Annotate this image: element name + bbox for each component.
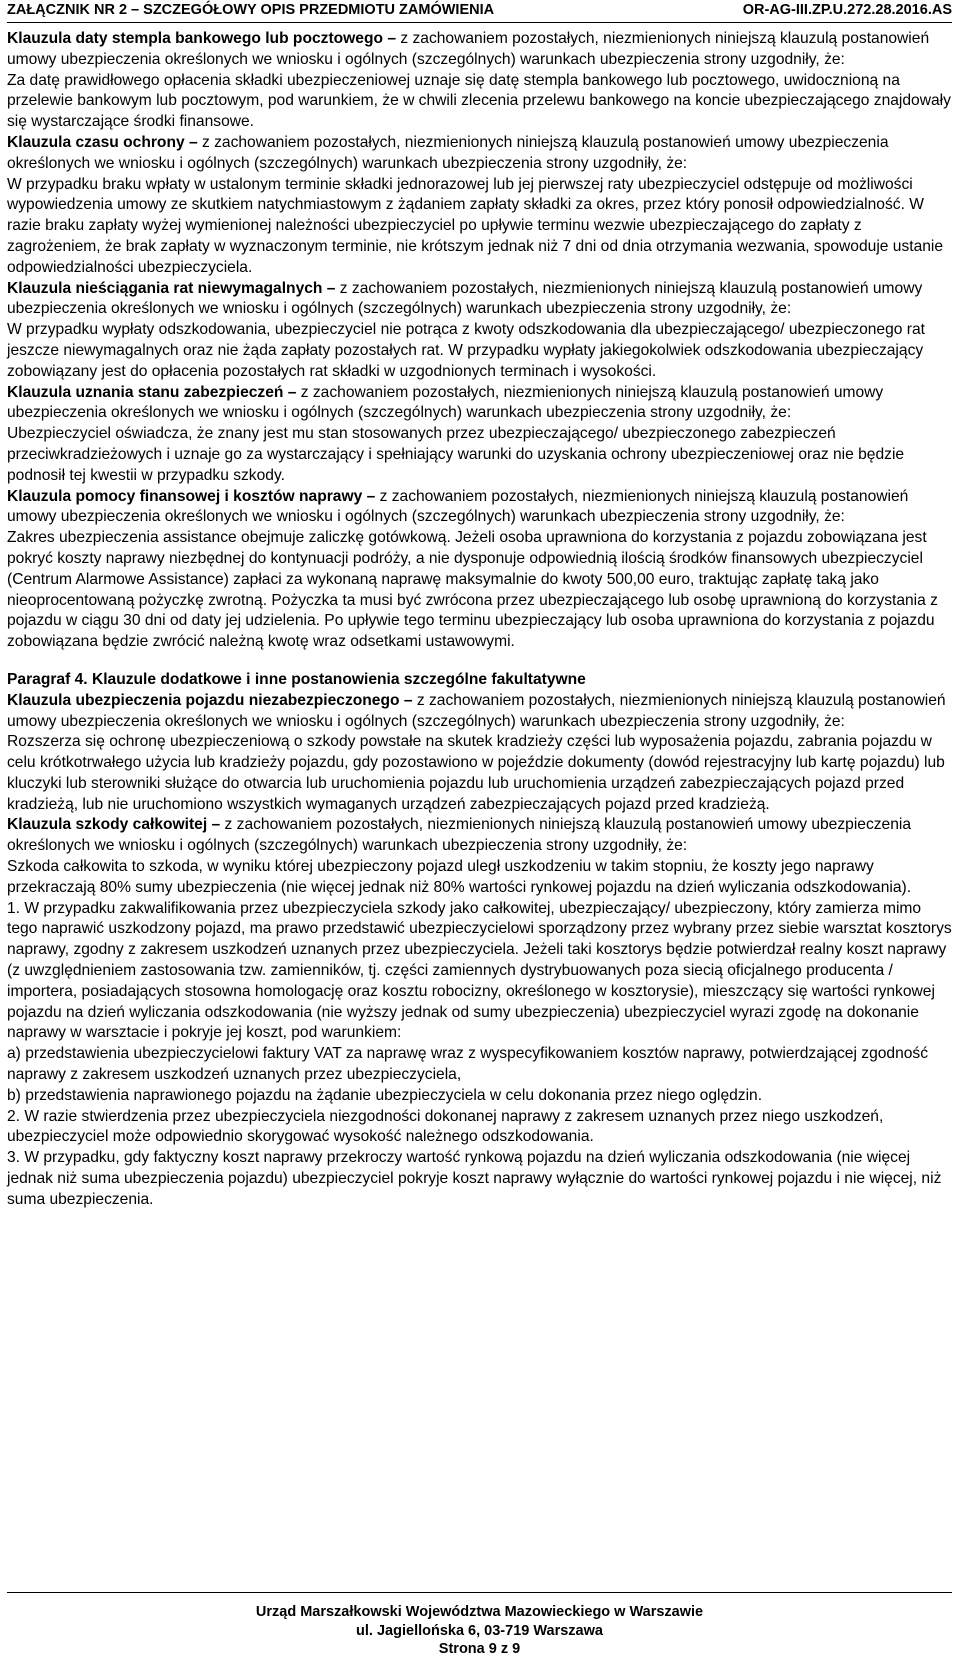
clause-intro: z zachowaniem pozostałych, niezmienionych niniejszą klauzulą postanowień umowy ubezpieczenia określonych we wniosku i ogólnych (szczególnych) warunkach ubezpieczenia strony uzgodniły, że: xyxy=(7,30,930,68)
clause-paragraph: Rozszerza się ochronę ubezpieczeniową o szkody powstałe na skutek kradzieży części lub wyposażenia pojazdu, zabrania pojazdu w celu krótkotrwałego użycia lub kradzieży pojazdu, gdy pozostawiono w pojeździe dokumenty (dowód rejestracyjny lub kartę pojazdu) lub kluczyki lub sterowniki służące do otwarcia lub uruchomienia pojazdu lub uruchomienia urządzeń zabezpieczających pojazd przed kradzieżą, lub nie uruchomiono wszystkich wymaganych urządzeń zabezpieczających pojazd przed kradzieżą. xyxy=(7,733,945,813)
clause-bank-stamp-date xyxy=(7,29,952,133)
clause-heading xyxy=(7,133,952,175)
clause-title: Klauzula czasu ochrony – xyxy=(7,133,198,151)
page-footer xyxy=(7,1592,952,1659)
clause-paragraph: W przypadku braku wpłaty w ustalonym terminie składki jednorazowej lub jej pierwszej raty ubezpieczyciel odstępuje od możliwości wypowiedzenia umowy ze skutkiem natychmiastowym z żądaniem zapłaty składki za okres, przez który ponosił odpowiedzialność. W razie braku zapłaty wyżej wymienionej należności ubezpieczyciel po upływie terminu wezwie ubezpieczającego do zapłaty z zagrożeniem, że brak zapłaty w wyznaczonym terminie, nie krótszym jednak niż 7 dni od dnia otrzymania wezwania, spowoduje ustanie odpowiedzialności ubezpieczyciela. xyxy=(7,175,944,276)
section-title: Paragraf 4. Klauzule dodatkowe i inne postanowienia szczególne fakultatywne xyxy=(7,670,586,688)
clause-paragraph: b) przedstawienia naprawionego pojazdu na żądanie ubezpieczyciela w celu dokonania przez niego oględzin. xyxy=(7,1086,763,1104)
clause-total-loss xyxy=(7,815,952,1210)
page-header xyxy=(7,0,952,23)
clause-paragraph: a) przedstawienia ubezpieczycielowi faktury VAT za naprawę wraz z wyspecyfikowaniem kosztów naprawy, potwierdzającej zgodność naprawy z zakresem uszkodzeń uznanych przez ubezpieczyciela, xyxy=(7,1045,929,1084)
footer-office-name: Urząd Marszałkowski Województwa Mazowieckiego w Warszawie xyxy=(255,1604,704,1620)
clause-security-status xyxy=(7,383,952,487)
clause-paragraph: W przypadku wypłaty odszkodowania, ubezpieczyciel nie potrąca z kwoty odszkodowania dla ubezpieczającego/ ubezpieczonego rat jeszcze niewymagalnych oraz nie żąda zapłaty pozostałych rat. W przypadku wypłaty jakiegokolwiek odszkodowania ubezpieczający zobowiązany jest do opłacenia pozostałych rat składki w uzgodnionych terminach i wysokości. xyxy=(7,321,925,380)
clause-title: Klauzula uznania stanu zabezpieczeń – xyxy=(7,383,297,401)
document-body xyxy=(7,29,952,1211)
clause-heading xyxy=(7,279,952,321)
clause-heading xyxy=(7,691,952,733)
footer-address: ul. Jagiellońska 6, 03-719 Warszawa xyxy=(356,1622,603,1639)
clause-intro: z zachowaniem pozostałych, niezmienionych niniejszą klauzulą postanowień umowy ubezpieczenia określonych we wniosku i ogólnych (szczególnych) warunkach ubezpieczenia strony uzgodniły, że: xyxy=(7,816,912,855)
clause-title: Klauzula ubezpieczenia pojazdu niezabezpieczonego – xyxy=(7,691,413,709)
header-annex-title: ZAŁĄCZNIK NR 2 – SZCZEGÓŁOWY OPIS PRZEDMIOTU ZAMÓWIENIA xyxy=(7,2,495,18)
clause-title: Klauzula daty stempla bankowego lub pocztowego – xyxy=(7,30,397,47)
clause-title: Klauzula nieściągania rat niewymagalnych – xyxy=(7,279,336,297)
clause-paragraph: 2. W razie stwierdzenia przez ubezpieczyciela niezgodności dokonanej naprawy z zakresem uznanych przez niego uszkodzeń, ubezpieczyciel może odpowiednio skorygować wysokość należnego odszkodowania. xyxy=(7,1107,884,1146)
clause-paragraph: 1. W przypadku zakwalifikowania przez ubezpieczyciela szkody jako całkowitej, ubezpieczający/ ubezpieczony, który zamierza mimo tego naprawić uszkodzony pojazd, ma prawo przedstawić ubezpieczycielowi sporządzony przez wybrany przez siebie warsztat kosztorys naprawy, zgodny z zakresem uszkodzeń uznanych przez ubezpieczyciela. Jeżeli taki kosztorys będzie potwierdzał realny koszt naprawy (z uwzględnieniem zastosowania tzw. zamienników, tj. części zamiennych dystrybuowanych poza siecią oficjalnego producenta / importera, posiadających stosowna homologację oraz kosztu robocizny, określonego w kosztorysie), mieszczący się wartości rynkowej pojazdu na dzień wyliczania odszkodowania (nie wyższy jednak od sumy ubezpieczenia) ubezpieczyciel wyrazi zgodę na dokonanie naprawy w warsztacie i pokryje jej koszt, pod warunkiem: xyxy=(7,899,952,1042)
clause-unsecured-vehicle xyxy=(7,691,952,816)
clause-paragraph: 3. W przypadku, gdy faktyczny koszt naprawy przekroczy wartość rynkową pojazdu na dzień wyliczania odszkodowania (nie więcej jednak niż suma ubezpieczenia pojazdu) ubezpieczyciel pokryje koszt naprawy wyłącznie do wartości rynkowej pojazdu i nie więcej, niż suma ubezpieczenia. xyxy=(7,1149,942,1208)
clause-heading xyxy=(7,383,952,425)
clause-paragraph: Ubezpieczyciel oświadcza, że znany jest mu stan stosowanych przez ubezpieczającego/ ubezpieczonego zabezpieczeń przeciwkradzieżowych i uznaje go za wystarczający i spełniający warunki do uzyskania ochrony ubezpieczeniowej oraz nie będzie podnosił tej kwestii w przypadku szkody. xyxy=(7,425,905,484)
clause-intro: z zachowaniem pozostałych, niezmienionych niniejszą klauzulą postanowień umowy ubezpieczenia określonych we wniosku i ogólnych (szczególnych) warunkach ubezpieczenia strony uzgodniły, że: xyxy=(7,133,889,172)
clause-financial-aid xyxy=(7,487,952,653)
section-heading xyxy=(7,670,952,691)
clause-heading xyxy=(7,815,952,857)
clause-paragraph: Zakres ubezpieczenia assistance obejmuje zaliczkę gotówkową. Jeżeli osoba uprawniona do korzystania z pojazdu zobowiązana jest pokryć koszty naprawy niezbędnej do kontynuacji podróży, a nie dysponuje odpowiednią ilością środków finansowych ubezpieczyciel (Centrum Alarmowe Assistance) zapłaci za wykonaną naprawę maksymalnie do kwoty 500,00 euro, traktując zapłatę taką jako nieoprocentowaną pożyczkę zwrotną. Pożyczka ta musi być zwrócona przez ubezpieczającego lub osobę uprawnioną do korzystania z pojazdu w ciągu 30 dni od daty jej udzielenia. Po upływie tego terminu ubezpieczający lub osoba uprawniona do korzystania z pojazdu zobowiązana będzie zwrócić należną kwotę wraz odsetkami ustawowymi. xyxy=(7,529,938,651)
header-reference-number: OR-AG-III.ZP.U.272.28.2016.AS xyxy=(742,2,952,18)
clause-paragraph: Za datę prawidłowego opłacenia składki ubezpieczeniowej uznaje się datę stempla bankowego lub pocztowego, uwidocznioną na przelewie bankowym lub pocztowym, pod warunkiem, że w chwili zlecenia przelewu bankowego na koncie ubezpieczającego znajdowały się wystarczające środki finansowe. xyxy=(7,71,951,131)
clause-heading xyxy=(7,29,952,71)
clause-intro: z zachowaniem pozostałych, niezmienionych niniejszą klauzulą postanowień umowy ubezpieczenia określonych we wniosku i ogólnych (szczególnych) warunkach ubezpieczenia strony uzgodniły, że: xyxy=(7,691,946,730)
clause-protection-time xyxy=(7,133,952,279)
clause-title: Klauzula szkody całkowitej – xyxy=(7,816,221,834)
clause-paragraph: Szkoda całkowita to szkoda, w wyniku której ubezpieczony pojazd uległ uszkodzeniu w takim stopniu, że koszty jego naprawy przekraczają 80% sumy ubezpieczenia (nie więcej jednak niż 80% wartości rynkowej pojazdu na dzień wyliczania odszkodowania). xyxy=(7,858,912,896)
clause-unpaid-installments xyxy=(7,279,952,383)
clause-heading xyxy=(7,487,952,529)
clause-title: Klauzula pomocy finansowej i kosztów naprawy – xyxy=(7,487,376,505)
page-number: Strona 9 z 9 xyxy=(438,1641,521,1657)
clause-intro: z zachowaniem pozostałych, niezmienionych niniejszą klauzulą postanowień umowy ubezpieczenia określonych we wniosku i ogólnych (szczególnych) warunkach ubezpieczenia strony uzgodniły, że: xyxy=(7,383,884,422)
clause-intro: z zachowaniem pozostałych, niezmienionych niniejszą klauzulą postanowień umowy ubezpieczenia określonych we wniosku i ogólnych (szczególnych) warunkach ubezpieczenia strony uzgodniły, że: xyxy=(7,487,909,526)
clause-intro: z zachowaniem pozostałych, niezmienionych niniejszą klauzulą postanowień umowy ubezpieczenia określonych we wniosku i ogólnych (szczególnych) warunkach ubezpieczenia strony uzgodniły, że: xyxy=(7,279,923,318)
